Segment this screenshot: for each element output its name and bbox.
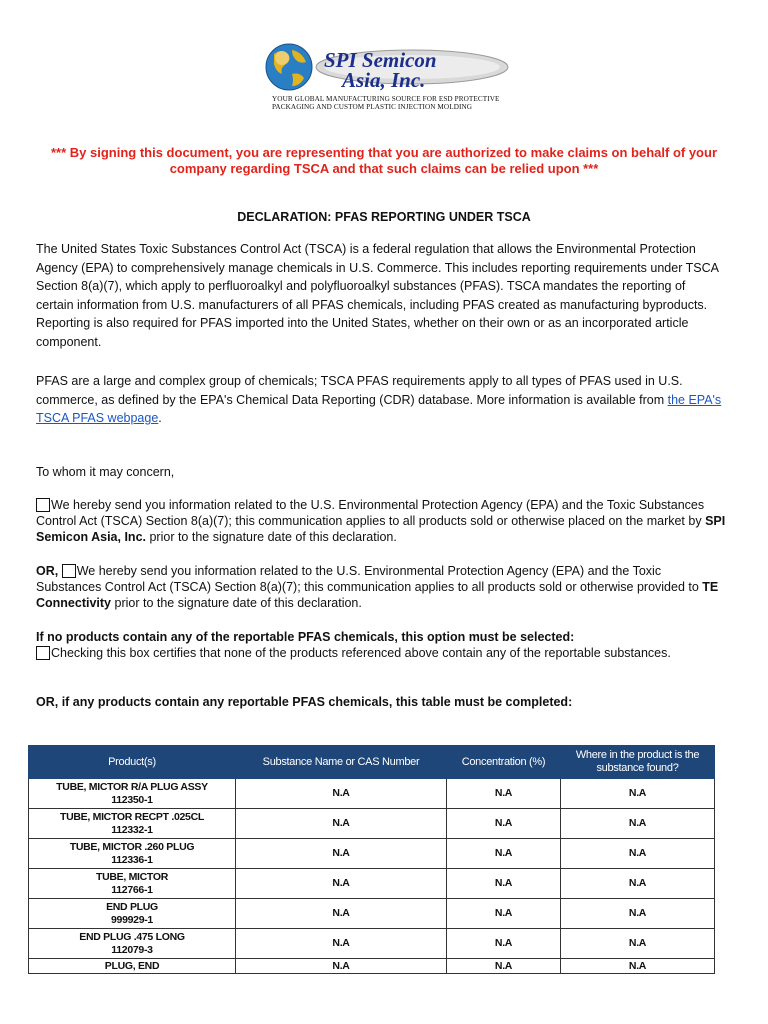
location-cell: N.A xyxy=(561,809,715,839)
product-name: TUBE, MICTOR xyxy=(95,871,169,883)
substance-cell: N.A xyxy=(236,779,447,809)
logo-tagline xyxy=(272,95,512,111)
product-cell xyxy=(29,869,236,899)
option-te-company: TE Connectivity xyxy=(36,580,719,610)
product-name: PLUG, END xyxy=(104,960,160,972)
option-no-pfas-heading: If no products contain any of the reportable PFAS chemicals, this option must be selected: xyxy=(36,630,575,644)
product-name: TUBE, MICTOR .260 PLUG xyxy=(69,841,195,853)
product-cell xyxy=(29,899,236,929)
product-name: END PLUG xyxy=(106,901,158,913)
table-row xyxy=(29,869,715,899)
location-cell: N.A xyxy=(561,779,715,809)
location-cell: N.A xyxy=(561,869,715,899)
option-spi-company: SPI Semicon Asia, Inc. xyxy=(36,514,726,544)
product-part: 999929-1 xyxy=(111,913,153,926)
substance-cell: N.A xyxy=(236,959,447,974)
product-part: 112766-1 xyxy=(111,883,153,896)
option-no-pfas xyxy=(36,629,726,661)
location-cell: N.A xyxy=(561,959,715,974)
header-location: Where in the product is the substance found? xyxy=(561,746,715,779)
product-cell xyxy=(29,809,236,839)
salutation: To whom it may concern, xyxy=(36,465,175,479)
concentration-cell: N.A xyxy=(447,869,561,899)
company-logo xyxy=(262,40,512,115)
option-no-pfas-checkbox[interactable] xyxy=(36,646,50,660)
header-substance: Substance Name or CAS Number xyxy=(236,746,447,779)
table-row xyxy=(29,779,715,809)
pfas-info-end: . xyxy=(158,411,162,426)
declaration-title: DECLARATION: PFAS REPORTING UNDER TSCA xyxy=(237,210,531,224)
product-cell xyxy=(29,779,236,809)
option-spi-declaration xyxy=(36,497,726,545)
table-row xyxy=(29,809,715,839)
table-row xyxy=(29,959,715,974)
option-te-prefix: OR, xyxy=(36,564,59,578)
option-table-instruction: OR, if any products contain any reportable PFAS chemicals, this table must be completed: xyxy=(36,695,573,709)
location-cell: N.A xyxy=(561,899,715,929)
product-part: 112079-3 xyxy=(111,943,153,956)
table-row xyxy=(29,839,715,869)
table-row xyxy=(29,899,715,929)
concentration-cell: N.A xyxy=(447,839,561,869)
product-part: 112350-1 xyxy=(111,793,153,806)
product-name: TUBE, MICTOR R/A PLUG ASSY xyxy=(56,781,208,793)
pfas-info-paragraph xyxy=(36,372,726,428)
product-cell xyxy=(29,839,236,869)
product-cell xyxy=(29,929,236,959)
pfas-info-text: PFAS are a large and complex group of chemicals; TSCA PFAS requirements apply to all types of PFAS used in U.S. commerce, as defined by the EPA's Chemical Data Reporting (CDR) database. More information is available from xyxy=(36,374,683,407)
option-te-declaration xyxy=(36,563,726,611)
concentration-cell: N.A xyxy=(447,929,561,959)
option-spi-text: We hereby send you information related to the U.S. Environmental Protection Agency (EPA) and the Toxic Substances Control Act (TSCA) Section 8(a)(7); this communication applies to all products sold or otherwise placed on the market by xyxy=(36,498,706,528)
option-te-text: We hereby send you information related to the U.S. Environmental Protection Agency (EPA) and the Toxic Substances Control Act (TSCA) Section 8(a)(7); this communication applies to all products sold or otherwise provided to xyxy=(36,564,703,594)
header-concentration: Concentration (%) xyxy=(447,746,561,779)
tsca-intro-paragraph: The United States Toxic Substances Control Act (TSCA) is a federal regulation that allows the Environmental Protection Agency (EPA) to comprehensively manage chemicals in U.S. Commerce. This includes reporting requirements under TSCA Section 8(a)(7), which apply to perfluoroalkyl and polyfluoroalkyl substances (PFAS). TSCA mandates the reporting of certain information from U.S. manufacturers of all PFAS chemicals, including PFAS created as manufacturing byproducts. Reporting is also required for PFAS imported into the United States, whether on their own or as an incorporated article component. xyxy=(36,242,719,349)
substance-cell: N.A xyxy=(236,899,447,929)
location-cell: N.A xyxy=(561,839,715,869)
logo-tagline-line1: YOUR GLOBAL MANUFACTURING SOURCE FOR ESD PROTECTIVE xyxy=(272,95,500,103)
logo-tagline-line2: PACKAGING AND CUSTOM PLASTIC INJECTION MOLDING xyxy=(272,103,473,111)
concentration-cell: N.A xyxy=(447,809,561,839)
product-part: 112332-1 xyxy=(111,823,153,836)
product-name: TUBE, MICTOR RECPT .025CL xyxy=(60,811,204,823)
substance-cell: N.A xyxy=(236,929,447,959)
logo-name-line2: Asia, Inc. xyxy=(342,68,426,92)
option-spi-checkbox[interactable] xyxy=(36,498,50,512)
table-header-row xyxy=(29,746,715,779)
option-te-end: prior to the signature date of this declaration. xyxy=(111,596,362,610)
substance-cell: N.A xyxy=(236,809,447,839)
header-products: Product(s) xyxy=(29,746,236,779)
pfas-table xyxy=(28,745,715,974)
product-cell xyxy=(29,959,236,974)
option-spi-end: prior to the signature date of this declaration. xyxy=(146,530,397,544)
concentration-cell: N.A xyxy=(447,899,561,929)
substance-cell: N.A xyxy=(236,839,447,869)
logo-name-line1: SPI Semicon xyxy=(324,48,437,72)
option-no-pfas-text: Checking this box certifies that none of the products referenced above contain any of the reportable substances. xyxy=(51,646,671,660)
concentration-cell: N.A xyxy=(447,959,561,974)
authorization-warning: *** By signing this document, you are representing that you are authorized to make claims on behalf of your company regarding TSCA and that such claims can be relied upon *** xyxy=(50,145,717,176)
location-cell: N.A xyxy=(561,929,715,959)
product-part: 112336-1 xyxy=(111,853,153,866)
table-row xyxy=(29,929,715,959)
product-name: END PLUG .475 LONG xyxy=(79,931,185,943)
option-te-checkbox[interactable] xyxy=(62,564,76,578)
substance-cell: N.A xyxy=(236,869,447,899)
concentration-cell: N.A xyxy=(447,779,561,809)
epa-tsca-pfas-link[interactable]: the EPA's TSCA PFAS webpage xyxy=(36,392,722,426)
